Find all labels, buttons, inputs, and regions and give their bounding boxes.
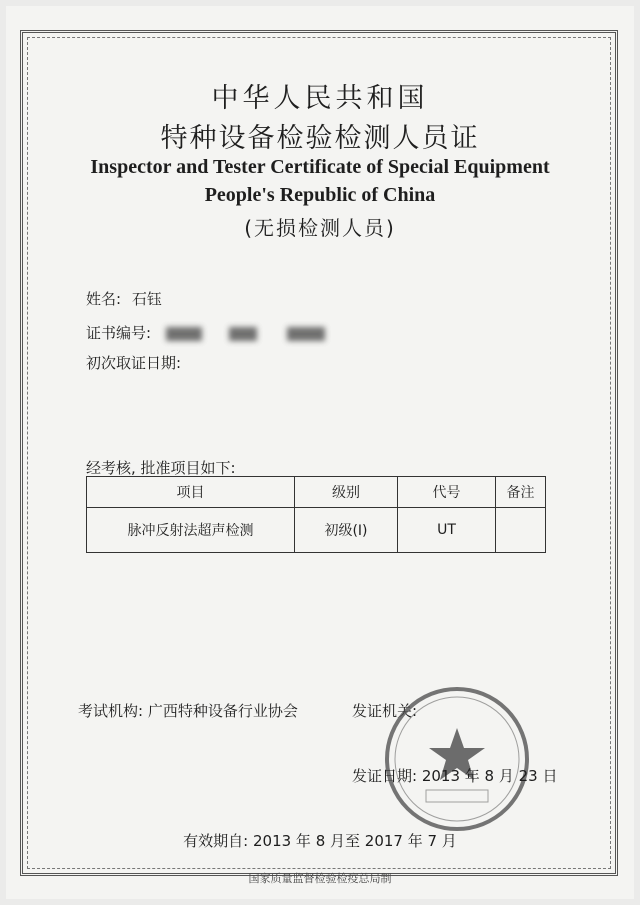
validity-period: 有效期自: 2013 年 8 月至 2017 年 7 月 xyxy=(183,832,457,850)
header-item: 项目 xyxy=(87,477,295,508)
exam-org: 考试机构: 广西特种设备行业协会 xyxy=(78,702,298,720)
title-cn-line1: 中华人民共和国 xyxy=(211,83,429,114)
redacted-cert-number xyxy=(287,327,325,341)
first-issue-row xyxy=(86,352,181,373)
header-remarks: 备注 xyxy=(496,477,546,508)
first-issue-label: 初次取证日期: xyxy=(86,354,182,372)
issue-date: 发证日期: 2013 年 8 月 23 日 xyxy=(352,767,558,785)
name-value: 石钰 xyxy=(131,290,162,308)
subtitle: (无损检测人员) xyxy=(244,216,396,240)
items-table xyxy=(86,476,546,553)
table-row xyxy=(87,508,546,553)
cell-level: 初级(Ⅰ) xyxy=(295,508,398,553)
cell-remarks xyxy=(496,508,546,553)
title-en-line2: People's Republic of China xyxy=(204,184,436,206)
cert-number-row xyxy=(86,322,325,343)
title-en-line1: Inspector and Tester Certificate of Special Equipment xyxy=(90,156,550,178)
approval-text: 经考核, 批准项目如下: xyxy=(86,459,236,477)
footer-issuer-note: 国家质量监督检验检疫总局制 xyxy=(248,872,392,885)
official-seal xyxy=(382,684,532,834)
cell-code: UT xyxy=(398,508,496,553)
header-level: 级别 xyxy=(295,477,398,508)
issuer-label: 发证机关: xyxy=(352,702,418,720)
name-label: 姓名: xyxy=(86,290,122,308)
redacted-cert-number xyxy=(166,327,202,341)
table-header-row xyxy=(87,477,546,508)
header-code: 代号 xyxy=(398,477,496,508)
holder-name-row xyxy=(86,288,162,309)
redacted-cert-number xyxy=(229,327,257,341)
title-cn-line2: 特种设备检验检测人员证 xyxy=(160,123,480,154)
cell-item: 脉冲反射法超声检测 xyxy=(87,508,295,553)
cert-number-label: 证书编号: xyxy=(86,324,152,342)
